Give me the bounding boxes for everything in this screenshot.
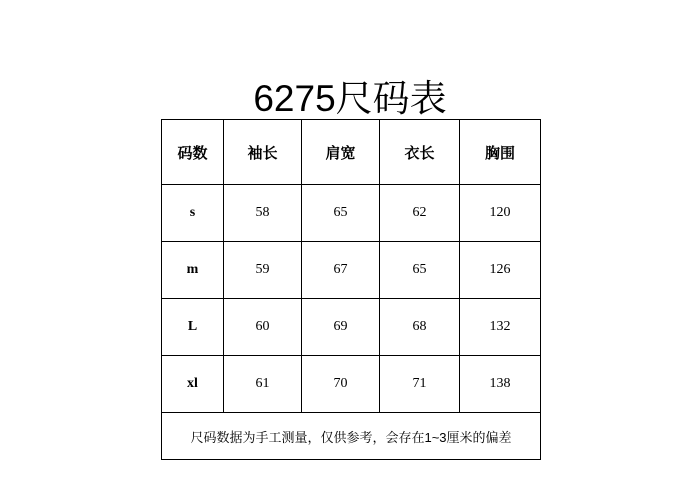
table-cell-sleeve: 59	[224, 242, 302, 299]
table-cell-bust: 120	[460, 185, 541, 242]
table-cell-bust: 132	[460, 299, 541, 356]
table-cell-length: 62	[380, 185, 460, 242]
table-cell-length: 71	[380, 356, 460, 413]
table-cell-shoulder: 65	[302, 185, 380, 242]
table-header-cell-length: 衣长	[380, 120, 460, 185]
table-cell-shoulder: 70	[302, 356, 380, 413]
table-cell-size-label: m	[162, 242, 224, 299]
table-cell-sleeve: 58	[224, 185, 302, 242]
table-header-cell-sleeve: 袖长	[224, 120, 302, 185]
table-cell-sleeve: 60	[224, 299, 302, 356]
table-cell-shoulder: 67	[302, 242, 380, 299]
table-row	[162, 356, 541, 413]
table-cell-length: 65	[380, 242, 460, 299]
table-row	[162, 299, 541, 356]
table-header-cell-bust: 胸围	[460, 120, 541, 185]
table-header-cell-shoulder: 肩宽	[302, 120, 380, 185]
table-header-cell-size: 码数	[162, 120, 224, 185]
table-cell-length: 68	[380, 299, 460, 356]
table-cell-bust: 126	[460, 242, 541, 299]
table-cell-sleeve: 61	[224, 356, 302, 413]
table-cell-size-label: xl	[162, 356, 224, 413]
table-row	[162, 185, 541, 242]
table-cell-size-label: L	[162, 299, 224, 356]
table-row	[162, 242, 541, 299]
page-title: 6275尺码表	[253, 78, 447, 119]
table-note-row	[162, 413, 541, 460]
table-cell-bust: 138	[460, 356, 541, 413]
table-cell-size-label: s	[162, 185, 224, 242]
table-cell-shoulder: 69	[302, 299, 380, 356]
measurement-note: 尺码数据为手工测量，仅供参考，会存在1~3厘米的偏差	[162, 413, 541, 460]
table-header-row	[162, 120, 541, 185]
size-table	[161, 119, 541, 460]
size-table-container	[161, 119, 540, 460]
